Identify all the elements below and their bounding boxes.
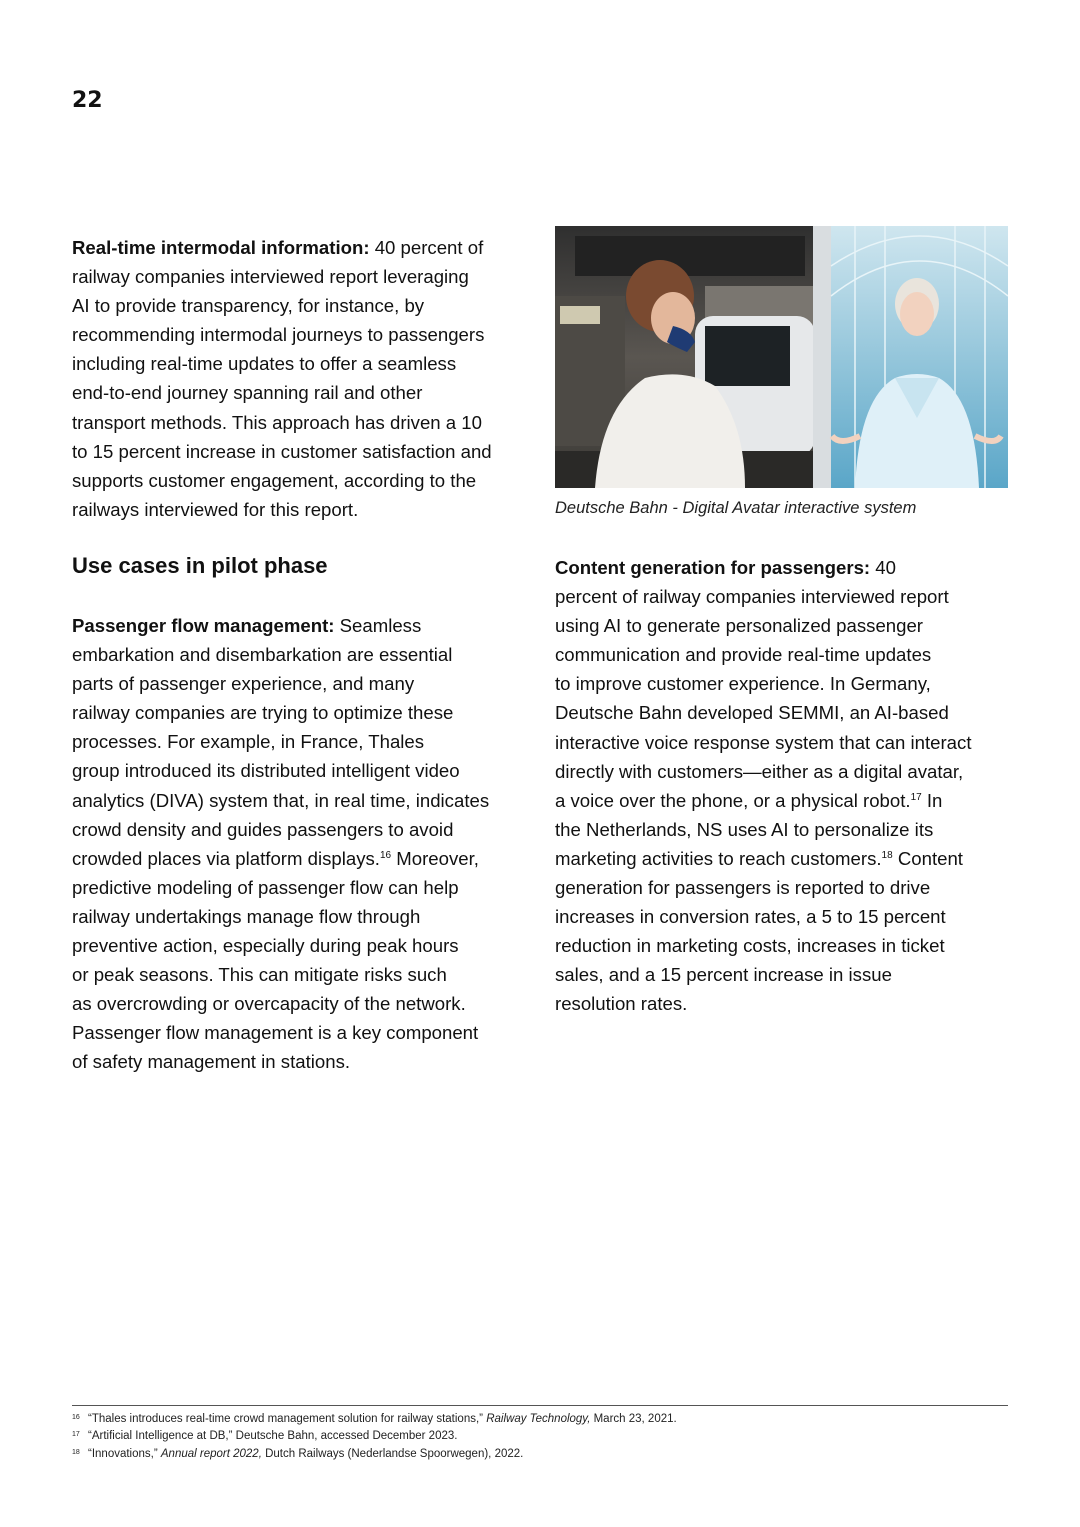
footnote-18 [72,1445,677,1462]
realtime-text: 40 percent of railway companies interviewed report leveraging AI to provide transparency, for instance, by recommending intermodal journeys to passengers including real-time updates to offer a seamless end-to-end journey spanning rail and other transport methods. This approach has driven a 10 to 15 percent increase in customer satisfaction and supports customer engagement, according to the railways interviewed for this report. [72,237,492,520]
footnote-text: “Artificial Intelligence at DB,” Deutsche Bahn, accessed December 2023. [88,1430,458,1443]
content-generation-text-a: 40 percent of railway companies interviewed report using AI to generate personalized passenger communication and provide real-time updates to improve customer experience. In Germany, Deutsche Bahn developed SEMMI, an AI-based interactive voice response system that can interact directly with customers—either as a digital avatar, a voice over the phone, or a physical robot. [555,557,972,811]
footnote-divider [72,1405,1008,1406]
content-generation-text-b: In the Netherlands, NS uses AI to personalize its marketing activities to reach customers. [555,789,943,869]
content-generation-paragraph [555,553,1015,1019]
footnote-17 [72,1427,677,1444]
footnote-number: 17 [72,1431,80,1439]
content-generation-text-c: Content generation for passengers is reported to drive increases in conversion rates, a 5 to 15 percent reduction in marketing costs, increases in ticket sales, and a 15 percent increase in issue resolution rates. [555,847,963,1015]
footnote-text-end: March 23, 2021. [590,1413,677,1425]
footnotes [72,1410,677,1462]
footnote-ref-17[interactable]: 17 [910,791,922,803]
footnote-ref-18[interactable]: 18 [881,849,893,861]
footnote-text: “Thales introduces real-time crowd management solution for railway stations,” [88,1413,487,1425]
passenger-flow-text-a: Seamless embarkation and disembarkation are essential parts of passenger experience, and many railway companies are trying to optimize these processes. For example, in France, Thales group introduced its distributed intelligent video analytics (DIVA) system that, in real time, indicates crowd density and guides passengers to avoid crowded places via platform displays. [72,615,490,869]
content-generation-lead: Content generation for passengers: [555,557,871,578]
footnote-italic: Railway Technology, [486,1413,591,1425]
realtime-lead: Real-time intermodal information: [72,237,370,258]
footnote-ref-16[interactable]: 16 [379,849,392,861]
footnote-number: 16 [72,1414,80,1421]
section-heading: Use cases in pilot phase [72,553,328,578]
page-number: 22 [72,88,103,113]
photo-illustration [555,226,1008,488]
deutsche-bahn-avatar-photo [555,226,1008,488]
realtime-info-paragraph [72,233,532,524]
passenger-flow-paragraph [72,611,532,1077]
footnote-italic: Annual report 2022, [160,1447,262,1460]
footnote-text-end: Dutch Railways (Nederlandse Spoorwegen), 2022. [261,1447,524,1460]
footnote-number: 18 [72,1448,80,1456]
footnote-text: “Innovations,” [88,1447,161,1460]
photo-caption: Deutsche Bahn - Digital Avatar interactive system [555,499,917,517]
passenger-flow-text-b: Moreover, predictive modeling of passenger flow can help railway undertakings manage flow through preventive action, especially during peak hours or peak seasons. This can mitigate risks such as overcrowding or overcapacity of the network. Passenger flow management is a key component of safety management in stations. [72,847,479,1073]
passenger-flow-lead: Passenger flow management: [72,615,335,636]
footnote-16 [72,1410,677,1427]
